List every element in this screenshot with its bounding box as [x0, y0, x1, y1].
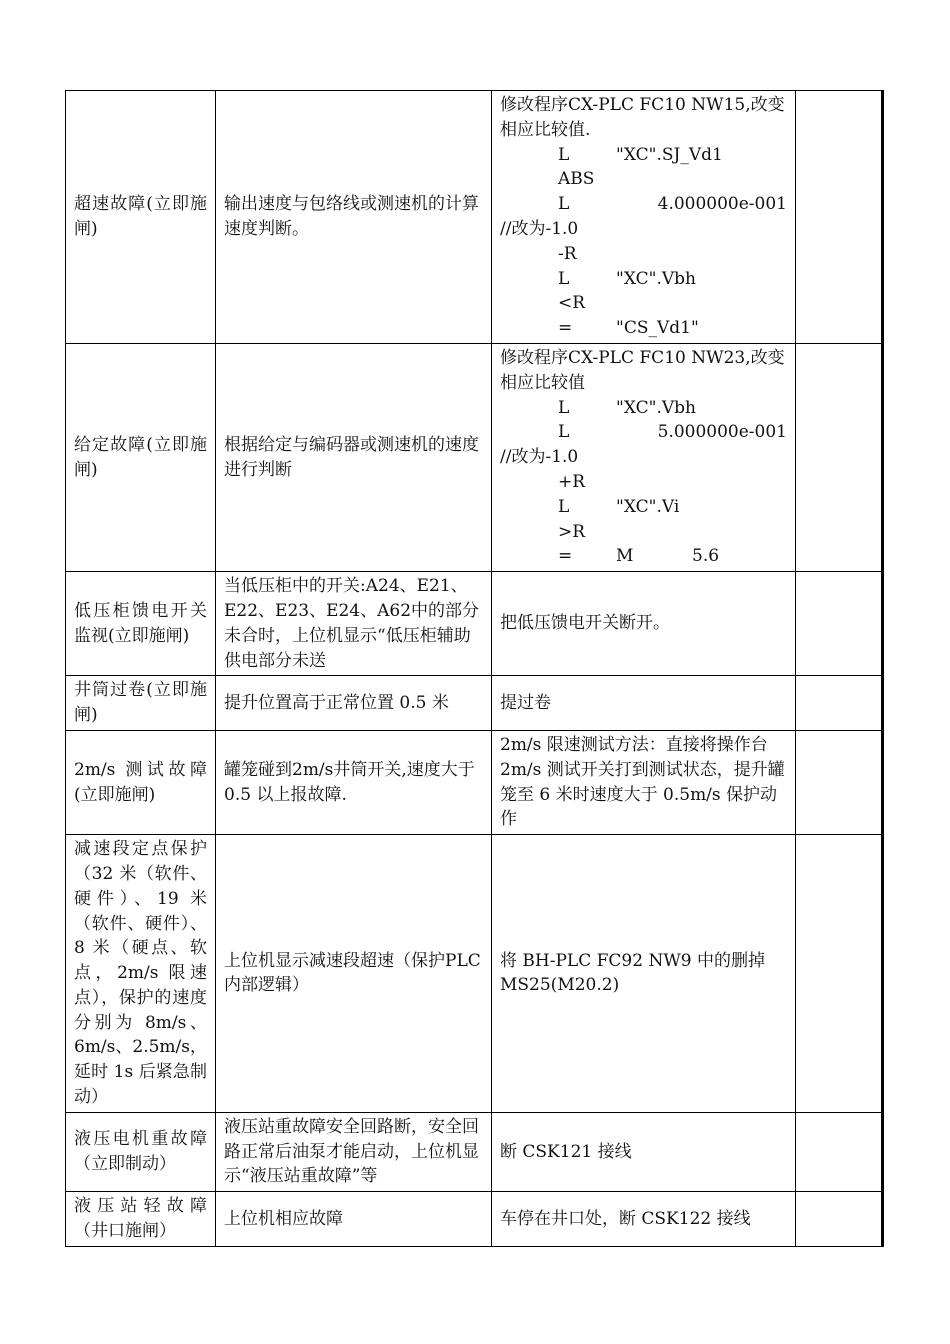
solution-cell: 2m/s 限速测试方法：直接将操作台2m/s 测试开关打到测试状态，提升罐笼至 6 米时速度大于 0.5m/s 保护动作 [492, 730, 796, 834]
code-line: L "XC".Vbh [558, 268, 696, 289]
notes-cell [796, 91, 883, 344]
table-row [66, 1192, 883, 1247]
fault-name-cell: 液压电机重故障（立即制动） [66, 1112, 216, 1191]
notes-cell [796, 835, 883, 1113]
table-row [66, 91, 883, 344]
fault-name-cell: 给定故障(立即施闸) [66, 343, 216, 571]
fault-description-cell: 上位机显示减速段超速（保护PLC 内部逻辑） [216, 835, 492, 1113]
table-row [66, 343, 883, 571]
table-row [66, 1112, 883, 1191]
code-line: L "XC".SJ_Vd1 [558, 144, 723, 165]
fault-description-cell: 输出速度与包络线或测速机的计算速度判断。 [216, 91, 492, 344]
fault-table [65, 90, 884, 1247]
fault-description-cell: 上位机相应故障 [216, 1192, 492, 1247]
code-line: >R [558, 521, 586, 542]
fault-description-cell: 罐笼碰到2m/s井筒开关,速度大于 0.5 以上报故障. [216, 730, 492, 834]
solution-cell: 将 BH-PLC FC92 NW9 中的删掉MS25(M20.2) [492, 835, 796, 1113]
fault-name-cell: 井筒过卷(立即施闸) [66, 676, 216, 731]
solution-intro: 修改程序CX-PLC FC10 NW15,改变相应比较值. [500, 95, 785, 140]
fault-description-cell: 液压站重故障安全回路断，安全回路正常后油泵才能启动，上位机显示“液压站重故障”等 [216, 1112, 492, 1191]
code-line: L "XC".Vi [558, 496, 680, 517]
table-row [66, 676, 883, 731]
code-comment: //改为-1.0 [500, 447, 579, 468]
fault-description-cell: 根据给定与编码器或测速机的速度进行判断 [216, 343, 492, 571]
solution-cell: 断 CSK121 接线 [492, 1112, 796, 1191]
fault-name-cell: 2m/s 测试故障(立即施闸) [66, 730, 216, 834]
code-line: L "XC".Vbh [558, 397, 696, 418]
code-line: +R [558, 471, 586, 492]
solution-cell [492, 91, 796, 344]
fault-description-cell: 当低压柜中的开关:A24、E21、E22、E23、E24、A62中的部分未合时，上位机显示“低压柜辅助供电部分未送 [216, 572, 492, 676]
table-row [66, 572, 883, 676]
solution-cell: 车停在井口处，断 CSK122 接线 [492, 1192, 796, 1247]
code-line: L 4.000000e-001 [558, 194, 787, 215]
solution-cell: 提过卷 [492, 676, 796, 731]
solution-cell [492, 343, 796, 571]
code-line: = M 5.6 [558, 546, 720, 567]
notes-cell [796, 1112, 883, 1191]
fault-name-cell: 液压站轻故障（井口施闸） [66, 1192, 216, 1247]
code-line: <R [558, 293, 586, 314]
code-line: -R [558, 243, 577, 264]
code-comment: //改为-1.0 [500, 218, 579, 239]
fault-name-cell: 减速段定点保护（32 米（软件、硬件）、19 米（软件、硬件）、8 米（硬点、软点，2m/s 限速点），保护的速度分别为 8m/s、6m/s、2.5m/s，延时 1s 后紧急制动） [66, 835, 216, 1113]
fault-name-cell: 超速故障(立即施闸) [66, 91, 216, 344]
fault-description-cell: 提升位置高于正常位置 0.5 米 [216, 676, 492, 731]
table-row [66, 730, 883, 834]
code-line: ABS [558, 169, 595, 190]
solution-intro: 修改程序CX-PLC FC10 NW23,改变相应比较值 [500, 347, 785, 393]
notes-cell [796, 676, 883, 731]
notes-cell [796, 730, 883, 834]
code-line: L 5.000000e-001 [558, 422, 787, 443]
notes-cell [796, 1192, 883, 1247]
table-row [66, 835, 883, 1113]
code-line: = "CS_Vd1" [558, 318, 699, 339]
notes-cell [796, 572, 883, 676]
notes-cell [796, 343, 883, 571]
solution-cell: 把低压馈电开关断开。 [492, 572, 796, 676]
fault-name-cell: 低压柜馈电开关监视(立即施闸) [66, 572, 216, 676]
